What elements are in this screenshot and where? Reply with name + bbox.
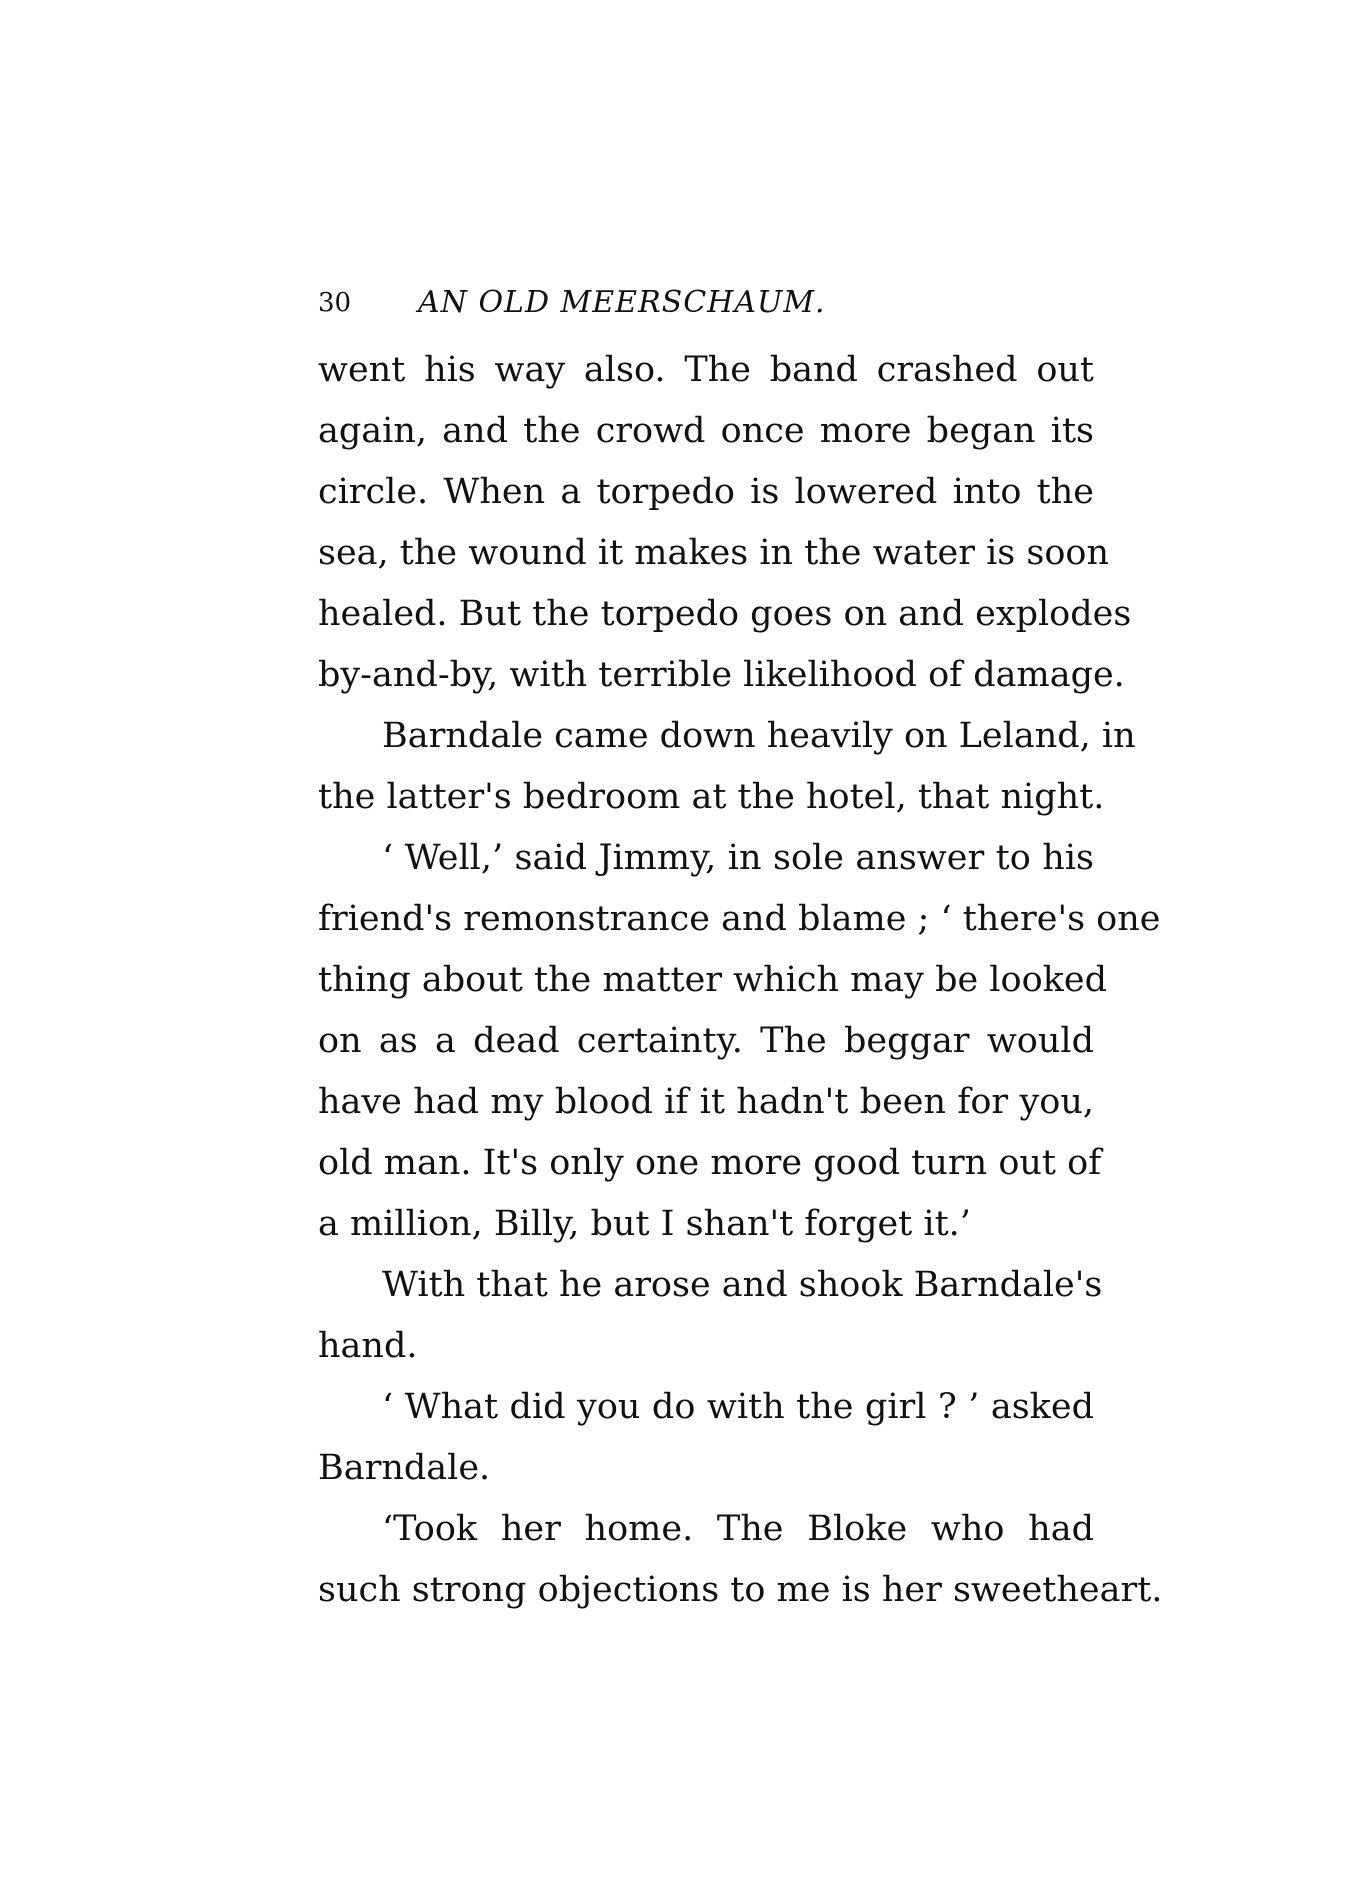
text-line: old man. It's only one more good turn out of (318, 1143, 1102, 1183)
body-text (318, 340, 1163, 1621)
text-line: again, and the crowd once more began its (318, 411, 1094, 451)
text-line: With that he arose and shook Barndale's (382, 1265, 1103, 1305)
text-line: ‘ Well,’ said Jimmy, in sole answer to his (382, 838, 1094, 878)
text-line: a million, Billy, but I shan't forget it.’ (318, 1204, 971, 1244)
page-number: 30 (318, 288, 352, 318)
text-line: by-and-by, with terrible likelihood of damage. (318, 655, 1125, 695)
text-line: ‘Took her home. The Bloke who had (382, 1509, 1094, 1549)
running-title: AN OLD MEERSCHAUM. (418, 285, 826, 320)
text-line: on as a dead certainty. The beggar would (318, 1021, 1094, 1061)
text-line: such strong objections to me is her sweetheart. (318, 1570, 1163, 1610)
text-line: ‘ What did you do with the girl ? ’ asked (382, 1387, 1094, 1427)
text-line: went his way also. The band crashed out (318, 350, 1094, 390)
text-line: the latter's bedroom at the hotel, that night. (318, 777, 1105, 817)
text-line: have had my blood if it hadn't been for you, (318, 1082, 1094, 1122)
text-line: thing about the matter which may be looked (318, 960, 1107, 1000)
text-line: Barndale. (318, 1448, 491, 1488)
text-line: healed. But the torpedo goes on and explodes (318, 594, 1132, 634)
text-line: hand. (318, 1326, 418, 1366)
text-line: Barndale came down heavily on Leland, in (382, 716, 1136, 756)
running-head (318, 283, 1098, 323)
text-line: circle. When a torpedo is lowered into the (318, 472, 1094, 512)
text-line: sea, the wound it makes in the water is soon (318, 533, 1110, 573)
text-line: friend's remonstrance and blame ; ‘ there's one (318, 899, 1161, 939)
